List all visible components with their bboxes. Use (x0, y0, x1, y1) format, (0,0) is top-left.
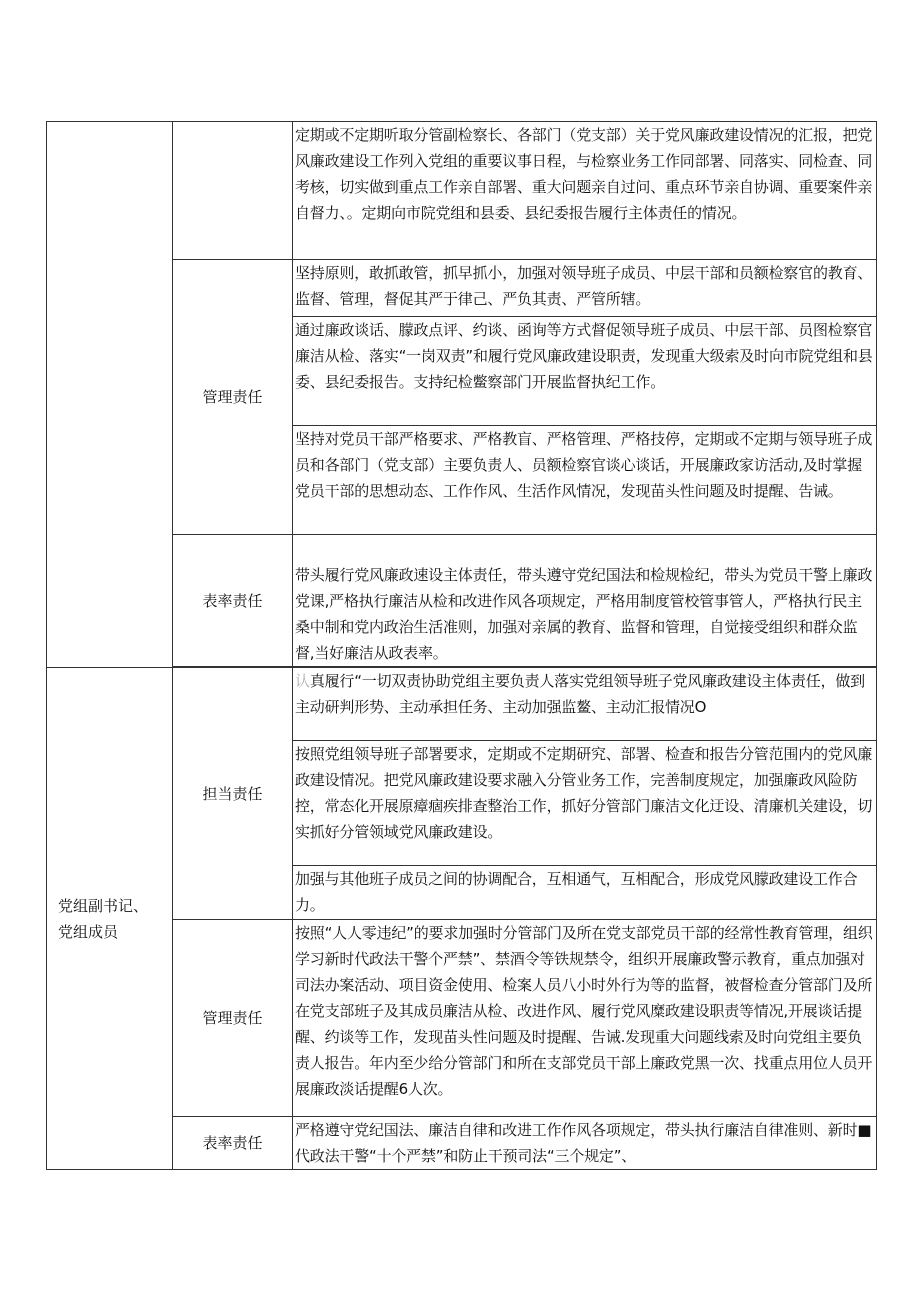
table-row (47, 122, 877, 260)
role-cell-deputy (47, 668, 173, 1170)
category-management: 管理责任 (173, 260, 293, 535)
category-exemplary: 表率责任 (173, 535, 293, 667)
duty-text (293, 668, 877, 741)
role-cell-top (47, 122, 173, 668)
duty-text: 加强与其他班子成员之间的协调配合，互相通气，互相配合，形成党风朦政建设工作合力。 (293, 866, 877, 920)
duty-text: 坚持对党员干部严格要求、严格教盲、严格管理、严格技停，定期或不定期与领导班子成员和各部门（党支部）主要负责人、员额检察官谈心谈话，开展廉政家访活动,及时掌握党员干部的思想动态、工作作风、生活作风情况，发现苗头性问题及时提醒、告诫。 (293, 426, 877, 535)
table-row (47, 668, 877, 741)
duty-text: 严格遵守党纪国法、廉洁自律和改进工作作风各项规定，带头执行廉洁自律准则、新时■代政法干警“十个严禁”和防止干预司法“三个规定”、 (293, 1117, 877, 1170)
role-line-2: 党组成员 (58, 922, 119, 941)
faint-char: 认 (295, 672, 310, 690)
duty-text: 通过廉政谈话、朦政点评、约谈、函询等方式督促领导班子成员、中层干部、员图检察官廉洁从检、落实“一岗双责”和履行党风廉政建设职责，发现重大级索及时向市院党组和县委、县纪委报告。支持纪检鳖察部门开展监督执纪工作。 (293, 317, 877, 426)
duty-text: 按照党组领导班子部署要求，定期或不定期研究、部署、检查和报告分管范围内的党风廉政建设情况。把党风廉政建设要求融入分管业务工作，完善制度规定，加强廉政风险防控，常态化开展原瘴痼疾排查整治工作，抓好分管部门廉洁文化迂设、清廉机关建设，切实抓好分管领域党风廉政建设。 (293, 741, 877, 866)
duty-text: 按照“人人零违纪”的要求加强时分管部门及所在党支部党员干部的经常性教育管理，组织学习新时代政法干警个严禁”、禁酒令等铁规禁令，组织开展廉政警示教育，重点加强对司法办案活动、项目资金使用、检案人员八小时外行为等的监督，被督检查分管部门及所在党支部班子及其成员廉洁从检、改进作风、履行党风糜政建设职责等情况,开展谈话提醒、约谈等工作，发现苗头性问题及时提醒、告诫.发现重大问题线索及时向党组主要负责人报告。年内至少给分管部门和所在支部党员干部上廉政党黑一次、找重点用位人员开展廉政淡话提醒6人次。 (293, 920, 877, 1117)
category-cell (173, 122, 293, 260)
duty-text: 定期或不定期听取分管副检察长、各部门（党支部）关于党风廉政建设情况的汇报，把党风廉政建设工作列入党组的重要议事日程，与检察业务工作同部署、同落实、同检查、同考核，切实做到重点工作亲自部署、重大问题亲自过问、重点环节亲自协调、重要案件亲自督力、。定期向市院党组和县委、县纪委报告履行主体责任的情况。 (293, 122, 877, 260)
category-responsibility: 担当责任 (173, 668, 293, 920)
category-management: 管理责任 (173, 920, 293, 1117)
role-line-1: 党组副书记、 (58, 896, 149, 915)
duty-text: 带头履行党风廉政速设主体责任，带头遵守党纪国法和检规检纪，带头为党员干警上廉政党课,严格执行廉洁从检和改进作风各项规定，严格用制度管校管事管人，严格执行民主桑中制和党内政治生活准则，加强对亲属的教育、监督和管理，自觉接受组织和群众监督,当好廉洁从政表率。 (293, 535, 877, 667)
category-exemplary: 表率责任 (173, 1117, 293, 1170)
duty-text: 坚持原则，敢抓敢管，抓早抓小，加强对领导班子成员、中层干部和员额检察官的教育、监督、管理，督促其严于律己、严负其责、严管所辖。 (293, 260, 877, 317)
responsibility-table (46, 121, 877, 1170)
duty-text-body: 真履行“一切双责协助党组主要负责人落实党组领导班子党风廉政建设主体责任，做到主动研判形势、主动承担任务、主动加强监鳌、主动汇报情况O (295, 672, 865, 716)
